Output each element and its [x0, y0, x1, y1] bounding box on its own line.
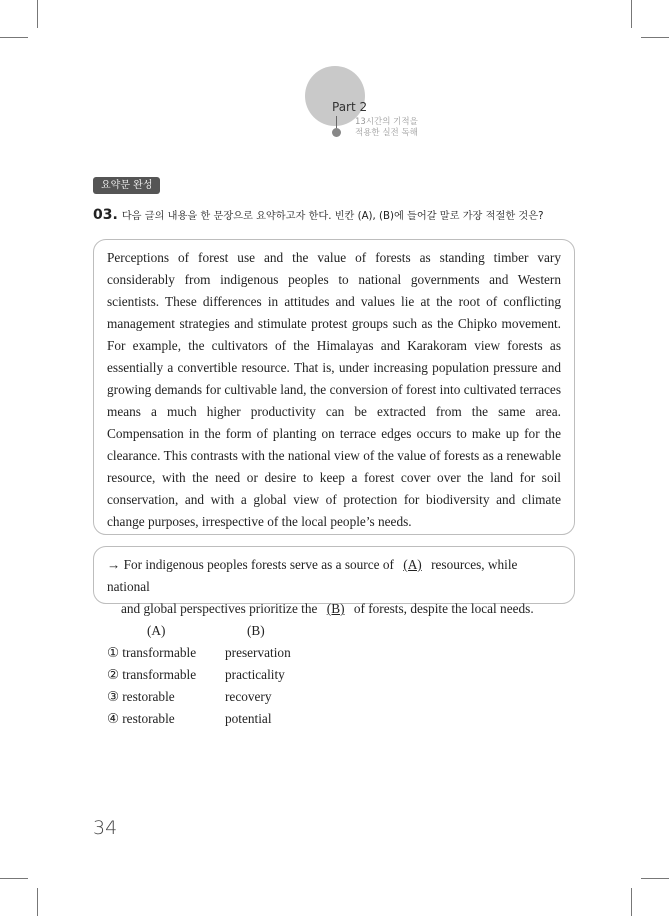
- choice-b: potential: [225, 711, 272, 726]
- crop-mark-bottom-right-v: [631, 888, 632, 916]
- crop-mark-top-left-h: [0, 37, 28, 38]
- crop-mark-bottom-left-v: [37, 888, 38, 916]
- header-subtitle-line1: 13시간의 기적을: [355, 117, 418, 127]
- choice-number: ④: [107, 711, 119, 726]
- answer-choices: [107, 620, 345, 730]
- header-dot: [332, 128, 341, 137]
- summary-part3: and global perspectives prioritize the: [121, 601, 318, 616]
- summary-part4: of forests, despite the local needs.: [353, 601, 534, 616]
- blank-b: (B): [326, 601, 345, 616]
- choice-number: ①: [107, 645, 119, 660]
- header-subtitle: [355, 117, 418, 139]
- passage-text: Perceptions of forest use and the value of forests as standing timber vary considerably from indigenous peoples to national governments and Western scientists. These differences in attitudes and values lie at the root of conflicting management strategies and stimulate protest groups such as the Chipko movement. For example, the cultivators of the Himalayas and Karakoram view forests as essentially a convertible resource. That is, under increasing population pressure and growing demands for cultivable land, the conversion of forest into cultivated terraces means a much higher productivity can be extracted from the same area. Compensation in the form of planting on terrace edges occurs to make up for the clearance. This contrasts with the national view of the value of forests as a renewable resource, with the need or desire to keep a forest cover over the land for soil conservation, and with a global view of protection for biodiversity and climate change purposes, irrespective of the local people’s needs.: [107, 250, 561, 529]
- choice-1[interactable]: [107, 642, 345, 664]
- choice-a: restorable: [122, 711, 175, 726]
- section-badge: 요약문 완성: [93, 177, 160, 194]
- column-header-a: (A): [147, 623, 166, 638]
- summary-line1: [107, 554, 561, 598]
- crop-mark-bottom-left-h: [0, 878, 28, 879]
- question-number: 03.: [93, 207, 118, 223]
- choice-3[interactable]: [107, 686, 345, 708]
- summary-part1: For indigenous peoples forests serve as a source of: [123, 557, 394, 572]
- part-label: Part 2: [332, 100, 368, 114]
- choice-a: transformable: [122, 645, 197, 660]
- blank-a: (A): [403, 557, 422, 572]
- arrow-icon: →: [107, 557, 121, 572]
- summary-box: [93, 546, 575, 616]
- crop-mark-bottom-right-h: [641, 878, 669, 879]
- passage-box: [93, 239, 575, 535]
- column-header-b: (B): [247, 623, 265, 638]
- header-subtitle-line2: 적용한 실전 독해: [355, 128, 418, 138]
- crop-mark-top-right-v: [631, 0, 632, 28]
- choice-b: preservation: [225, 645, 291, 660]
- crop-mark-top-right-h: [641, 37, 669, 38]
- summary-part2: resources, while national: [107, 557, 518, 594]
- choice-number: ③: [107, 689, 119, 704]
- crop-mark-top-left-v: [37, 0, 38, 28]
- summary-line2: [107, 598, 561, 620]
- choice-b: practicality: [225, 667, 285, 682]
- question-text: 다음 글의 내용을 한 문장으로 요약하고자 한다. 빈칸 (A), (B)에 들어갈 말로 가장 적절한 것은?: [121, 211, 544, 222]
- question: [93, 207, 593, 223]
- choices-header: [107, 620, 345, 642]
- choice-number: ②: [107, 667, 119, 682]
- choice-a: transformable: [122, 667, 197, 682]
- choice-a: restorable: [122, 689, 175, 704]
- choice-2[interactable]: [107, 664, 345, 686]
- page-number: 34: [93, 817, 118, 839]
- choice-b: recovery: [225, 689, 272, 704]
- choice-4[interactable]: [107, 708, 345, 730]
